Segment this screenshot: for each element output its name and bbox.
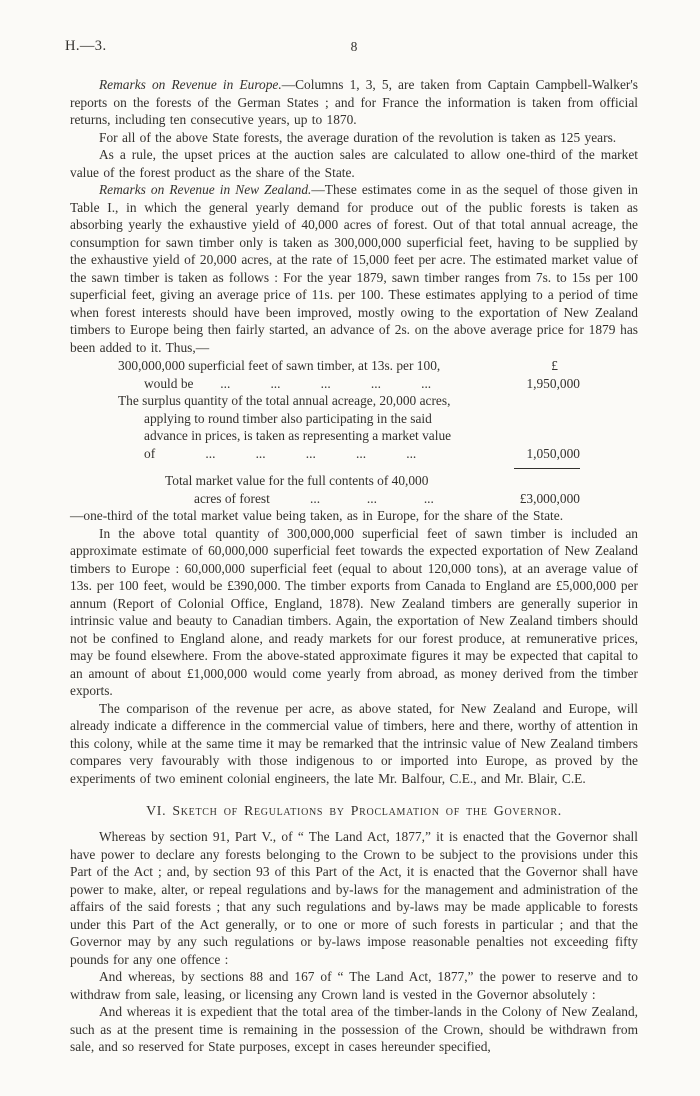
account-row-value: 1,950,000 (526, 375, 580, 391)
paragraph-export-estimate: In the above total quantity of 300,000,000 superficial feet of sawn timber is included an approximate estimate of 60,000,000 superficial feet towards the expected exportation of New Zealand timbers to Europe : 60,000,000 superficial feet (equal to about 120,000 tons), at an average value of 13s. per 100 feet, would be £390,000. The timber exports from Canada to England are £5,000,000 per annum (Report of Colonial Office, England, 1878). New Zealand timbers are generally superior in intrinsic value and beauty to Canadian timbers. Again, the exportation of New Zealand timbers should not be confined to England alone, and ready markets for our forest produce, at remunerative prices, may be found elsewhere. From the above-stated approximate figures it may be expected that capital to an amount of about £1,000,000 would come yearly from abroad, as money derived from the timber exports. (70, 525, 638, 698)
account-row-label: would be ... ... ... ... ... (144, 375, 432, 391)
account-total-row (70, 472, 580, 490)
paragraph-lead-italic: Remarks on Revenue in New Zealand. (99, 182, 312, 197)
account-row-label: advance in prices, is taken as representing a market value (144, 428, 452, 443)
account-statement (70, 357, 580, 507)
document-reference: H.—3. (65, 38, 107, 54)
account-total-value: £3,000,000 (519, 490, 580, 506)
account-row-label: The surplus quantity of the total annual acreage, 20,000 acres, (118, 393, 451, 408)
account-row-label: applying to round timber also participating in the said (144, 410, 432, 426)
paragraph-lead-italic: Remarks on Revenue in Europe. (99, 77, 282, 92)
paragraph-whereas-expedient: And whereas it is expedient that the total area of the timber-lands in the Colony of New Zealand, such as at the present time is remaining in the possession of the Crown, should be withdrawn from sale, and so reserved for State purposes, except in cases hereunder specified, (70, 1004, 638, 1054)
section-heading-vi: VI. Sketch of Regulations by Proclamation of the Governor. (146, 803, 562, 818)
account-row (70, 392, 580, 410)
account-row (70, 410, 580, 428)
paragraph-state-forests: For all of the above State forests, the average duration of the revolution is taken as 125 years. (99, 129, 617, 145)
paragraph-upset-prices: As a rule, the upset prices at the auction sales are calculated to allow one-third of the market value of the forest product as the share of the State. (70, 147, 638, 180)
account-row (70, 357, 580, 375)
paragraph-text: —Columns 1, 3, 5, are taken from Captain Campbell-Walker's reports on the forests of the German States ; and for France the information is taken from official returns, including ten consecutive years, up to 1870. (70, 77, 638, 127)
account-row-label: Total market value for the full contents of 40,000 (165, 473, 429, 488)
paragraph-whereas-section91: Whereas by section 91, Part V., of “ The Land Act, 1877,” it is enacted that the Governor shall have power to declare any forests belonging to the Crown to be subject to the provisions under this Part of the Act ; and, by section 93 of this Part of the Act, it is enacted that the Governor shall have power to make, alter, or repeal regulations and by-laws for the management and administration of the affairs of the said forests ; that any such regulations and by-laws may be made applicable to forests under this Part of the Act generally, or to one or more of such forests in particular ; and that the Governor may by any such regulations or by-laws impose reasonable penalties not exceeding fifty pounds for any one offence : (70, 829, 638, 967)
account-row (70, 445, 580, 463)
page-number: 8 (350, 39, 358, 54)
account-row-label: 300,000,000 superficial feet of sawn timber, at 13s. per 100, (118, 358, 441, 373)
paragraph-whereas-sections-88-167: And whereas, by sections 88 and 167 of “ The Land Act, 1877,” the power to reserve and to withdraw from sale, leasing, or licensing any Crown land is vested in the Governor absolutely : (70, 969, 638, 1002)
currency-header: £ (551, 358, 558, 373)
sum-rule (514, 468, 580, 469)
account-row-label: acres of forest ... ... ... (194, 490, 434, 506)
line-one-third: —one-third of the total market value being taken, as in Europe, for the share of the State. (70, 508, 564, 523)
page-header (65, 38, 638, 58)
paragraph-text: —These estimates come in as the sequel of those given in Table I., in which the general yearly demand for produce out of the public forests is taken as absorbing yearly the exhaustive yield of 40,000 acres of forest. Out of that total annual acreage, the consumption for sawn timber only is taken as 300,000,000 superficial feet, having to be supplied by the exhaustive yield of 20,000 acres, at the rate of 15,000 feet per acre. The estimated market value of the sawn timber is taken as follows : For the year 1879, sawn timber ranges from 7s. to 15s per 100 superficial feet, giving an average price of 11s. per 100. These estimates applying to a period of time when forest interests should have been improved, mostly owing to the exportation of New Zealand timbers to Europe being then fairly started, an advance of 2s. on the above average price for 1879 has been added to it. Thus,— (70, 182, 639, 355)
paragraph-remarks-nz (70, 181, 638, 356)
account-row-label: of ... ... ... ... ... (144, 445, 417, 461)
account-row-value: 1,050,000 (526, 445, 580, 461)
account-total-row (70, 490, 580, 508)
paragraph-remarks-europe (70, 76, 638, 129)
account-row (70, 375, 580, 393)
account-row (70, 427, 580, 445)
paragraph-revenue-comparison: The comparison of the revenue per acre, as above stated, for New Zealand and Europe, will already indicate a difference in the commercial value of timbers, here and there, worthy of attention in this colony, while at the same time it may be remarked that the intrinsic value of New Zealand timbers compares very favourably with those indigenous to or imported into Europe, as proved by the experiments of two eminent colonial engineers, the late Mr. Balfour, C.E., and Mr. Blair, C.E. (70, 700, 638, 786)
